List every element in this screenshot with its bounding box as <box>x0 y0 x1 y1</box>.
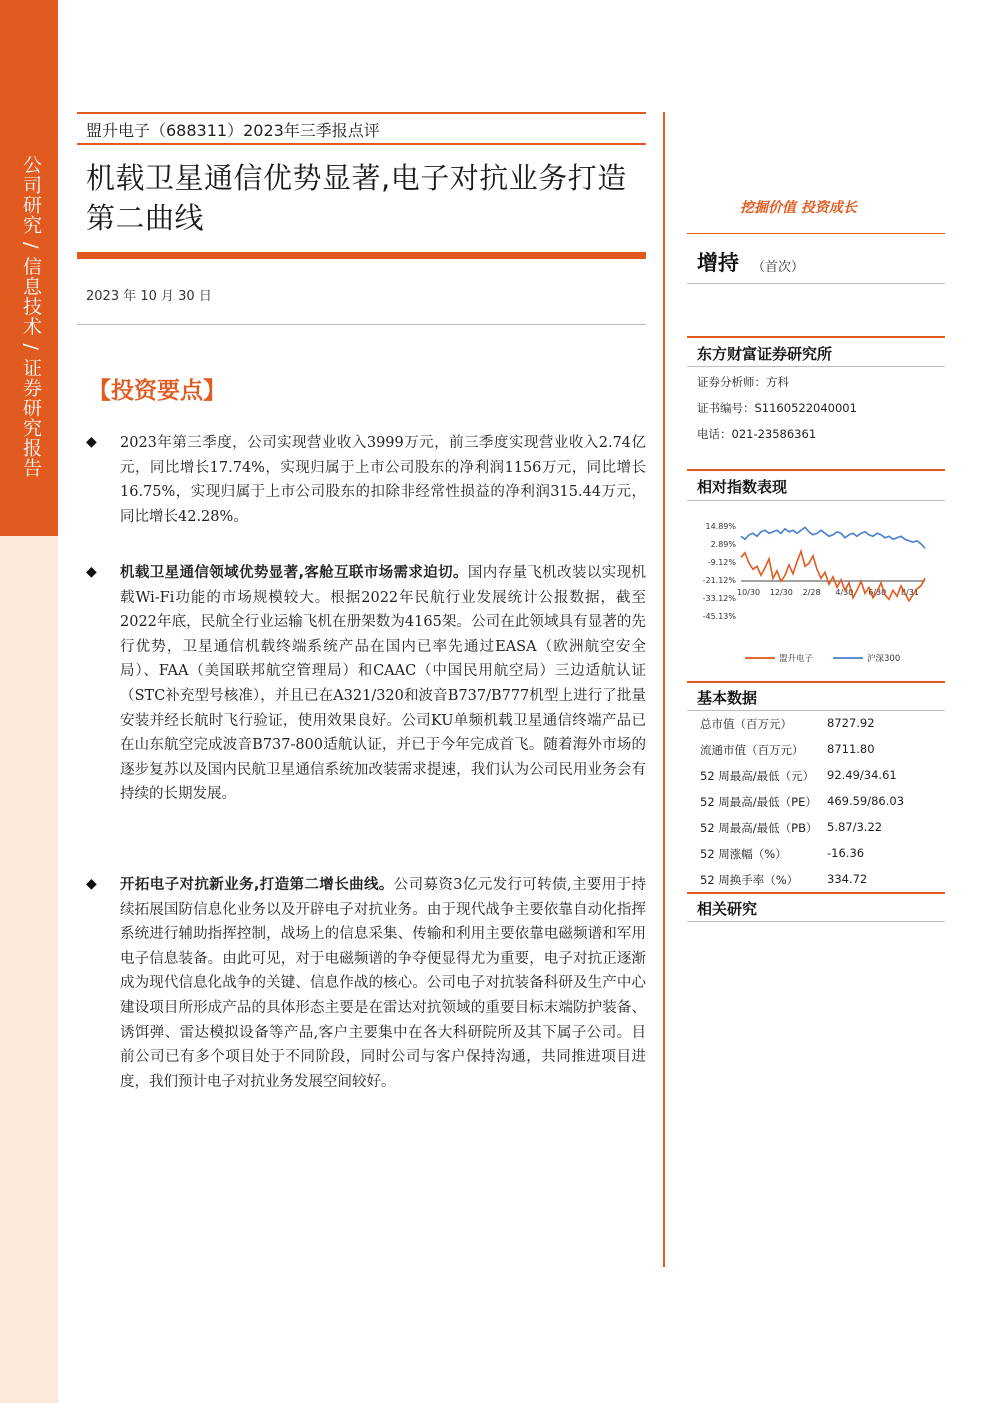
basic-data-value: 92.49/34.61 <box>827 768 897 782</box>
x-tick-label: 12/30 <box>769 587 793 597</box>
x-tick-label: 8/31 <box>901 587 919 597</box>
related-top-rule <box>687 892 945 894</box>
y-tick-label: -9.12% <box>707 558 736 568</box>
related-research-heading: 相关研究 <box>697 900 758 918</box>
x-tick-label: 6/30 <box>868 587 887 597</box>
related-heading-rule <box>687 921 945 922</box>
basic-data-value: 8711.80 <box>827 742 875 756</box>
report-subtitle: 盟升电子（688311）2023年三季报点评 <box>86 121 380 140</box>
date-rule <box>77 324 646 325</box>
basic-data-value: 8727.92 <box>827 716 875 730</box>
report-date: 2023 年 10 月 30 日 <box>86 289 212 304</box>
column-divider <box>663 112 665 1267</box>
bullet-text: 开拓电子对抗新业务,打造第二增长曲线。公司募资3亿元发行可转债,主要用于持续拓展国防信息化业务以及开辟电子对抗业务。由于现代战争主要依靠自动化指挥系统进行辅助指挥控制，战场上的信息采集、传输和利用主要依靠电磁频谱和军用电子信息装备。由此可见，对于电磁频谱的争夺便显得尤为重要，电子对抗正逐渐成为现代信息化战争的关键、信息作战的核心。公司电子对抗装备科研及生产中心建设项目所形成产品的具体形态主要是在雷达对抗领域的重要目标末端防护装备、诱饵弹、雷达模拟设备等产品,客户主要集中在各大科研院所及其下属子公司。目前公司已有多个项目处于不同阶段，同时公司与客户保持沟通，共同推进项目进度，我们预计电子对抗业务发展空间较好。 <box>120 877 646 1090</box>
basic-data-row <box>697 841 947 867</box>
series-line <box>741 527 925 548</box>
basic-data-row <box>697 711 947 737</box>
chart-heading: 相对指数表现 <box>697 478 788 496</box>
y-tick-label: 2.89% <box>710 539 736 549</box>
chart-svg <box>697 508 945 683</box>
basic-data-value: 334.72 <box>827 872 868 886</box>
rating-rule <box>687 283 945 284</box>
basic-data-heading: 基本数据 <box>697 689 758 707</box>
basic-data-key: 52 周最高/最低（PE） <box>700 795 817 809</box>
title-underline <box>77 252 646 259</box>
bullet-lead: 机载卫星通信领域优势显著,客舱互联市场需求迫切。 <box>120 565 468 581</box>
x-tick-label: 2/28 <box>802 587 821 597</box>
basic-data-value: 5.87/3.22 <box>827 820 883 834</box>
institute-name: 东方财富证券研究所 <box>697 345 833 363</box>
y-tick-label: 14.89% <box>705 522 736 531</box>
basic-data-key: 52 周最高/最低（元） <box>700 769 815 783</box>
basic-data-value: 469.59/86.03 <box>827 794 905 808</box>
basic-top-rule <box>687 681 945 683</box>
chart-heading-rule <box>687 500 945 501</box>
diamond-bullet-icon: ◆ <box>86 876 97 892</box>
basic-data-row <box>697 789 947 815</box>
y-tick-label: -33.12% <box>702 593 736 603</box>
slogan-rule <box>687 233 945 234</box>
bullet-item <box>86 873 646 1094</box>
header-top-rule <box>77 112 646 114</box>
y-tick-label: -21.12% <box>702 575 736 585</box>
rating-note: （首次） <box>752 260 805 275</box>
bullet-lead: 开拓电子对抗新业务,打造第二增长曲线。 <box>120 877 394 893</box>
certificate-number: 证书编号：S1160522040001 <box>697 401 857 415</box>
basic-data-value: -16.36 <box>827 846 865 860</box>
basic-data-key: 总市值（百万元） <box>700 717 792 731</box>
chart-top-rule <box>687 469 945 471</box>
legend-label: 盟升电子 <box>779 654 814 664</box>
basic-data-row <box>697 763 947 789</box>
series-line <box>741 551 925 601</box>
report-title: 机载卫星通信优势显著,电子对抗业务打造第二曲线 <box>86 161 627 235</box>
bullet-text: 2023年第三季度，公司实现营业收入3999万元，前三季度实现营业收入2.74亿元，同比增长17.74%，实现归属于上市公司股东的净利润1156万元，同比增长16.75%，实现归属于上市公司股东的扣除非经常性损益的净利润315.44万元，同比增长42.28%。 <box>120 435 646 525</box>
bullet-text: 机载卫星通信领域优势显著,客舱互联市场需求迫切。国内存量飞机改装以实现机载Wi-Fi功能的市场规模较大。根据2022年民航行业发展统计公报数据，截至2022年底，民航全行业运输飞机在册架数为4165架。公司在此领域具有显著的先行优势，卫星通信机载终端系统产品在国内已率先通过EASA（欧洲航空安全局）、FAA（美国联邦航空管理局）和CAAC（中国民用航空局）三边适航认证（STC补充型号核准），并且已在A321/320和波音B737/B777机型上进行了批量安装并经长航时飞行验证，使用效果良好。公司KU单频机载卫星通信终端产品已在山东航空完成波音B737-800适航认证，并已于今年完成首飞。随着海外市场的逐步复苏以及国内民航卫星通信系统加改装需求提速，我们认为公司民用业务会有持续的长期发展。 <box>120 565 647 803</box>
basic-data-key: 52 周涨幅（%） <box>700 847 787 861</box>
institute-rule <box>687 366 945 367</box>
basic-data-row <box>697 815 947 841</box>
rating: 增持 <box>697 251 739 275</box>
relative-index-chart <box>697 508 945 683</box>
basic-data-row <box>697 867 947 893</box>
sidebar-band-light <box>0 536 58 1403</box>
phone-number: 电话：021-23586361 <box>697 427 817 441</box>
legend-label: 沪深300 <box>867 654 901 664</box>
section-heading: 【投资要点】 <box>88 377 226 404</box>
basic-data-key: 流通市值（百万元） <box>700 743 804 757</box>
bullet-item <box>86 431 646 529</box>
slogan: 挖掘价值 投资成长 <box>740 200 857 216</box>
subtitle-rule <box>77 143 646 145</box>
bullet-item <box>86 561 646 807</box>
analyst-name: 证券分析师：方科 <box>697 375 789 389</box>
x-tick-label: 10/30 <box>737 587 761 597</box>
basic-data-key: 52 周换手率（%） <box>700 873 799 887</box>
institute-top-rule <box>687 336 945 338</box>
basic-data-row <box>697 737 947 763</box>
x-tick-label: 4/30 <box>835 587 854 597</box>
diamond-bullet-icon: ◆ <box>86 434 97 450</box>
sidebar-category-label: 公司研究 / 信息技术 / 证券研究报告 <box>20 155 42 478</box>
y-tick-label: -45.13% <box>702 612 736 621</box>
basic-data-key: 52 周最高/最低（PB） <box>700 821 818 835</box>
diamond-bullet-icon: ◆ <box>86 564 97 580</box>
